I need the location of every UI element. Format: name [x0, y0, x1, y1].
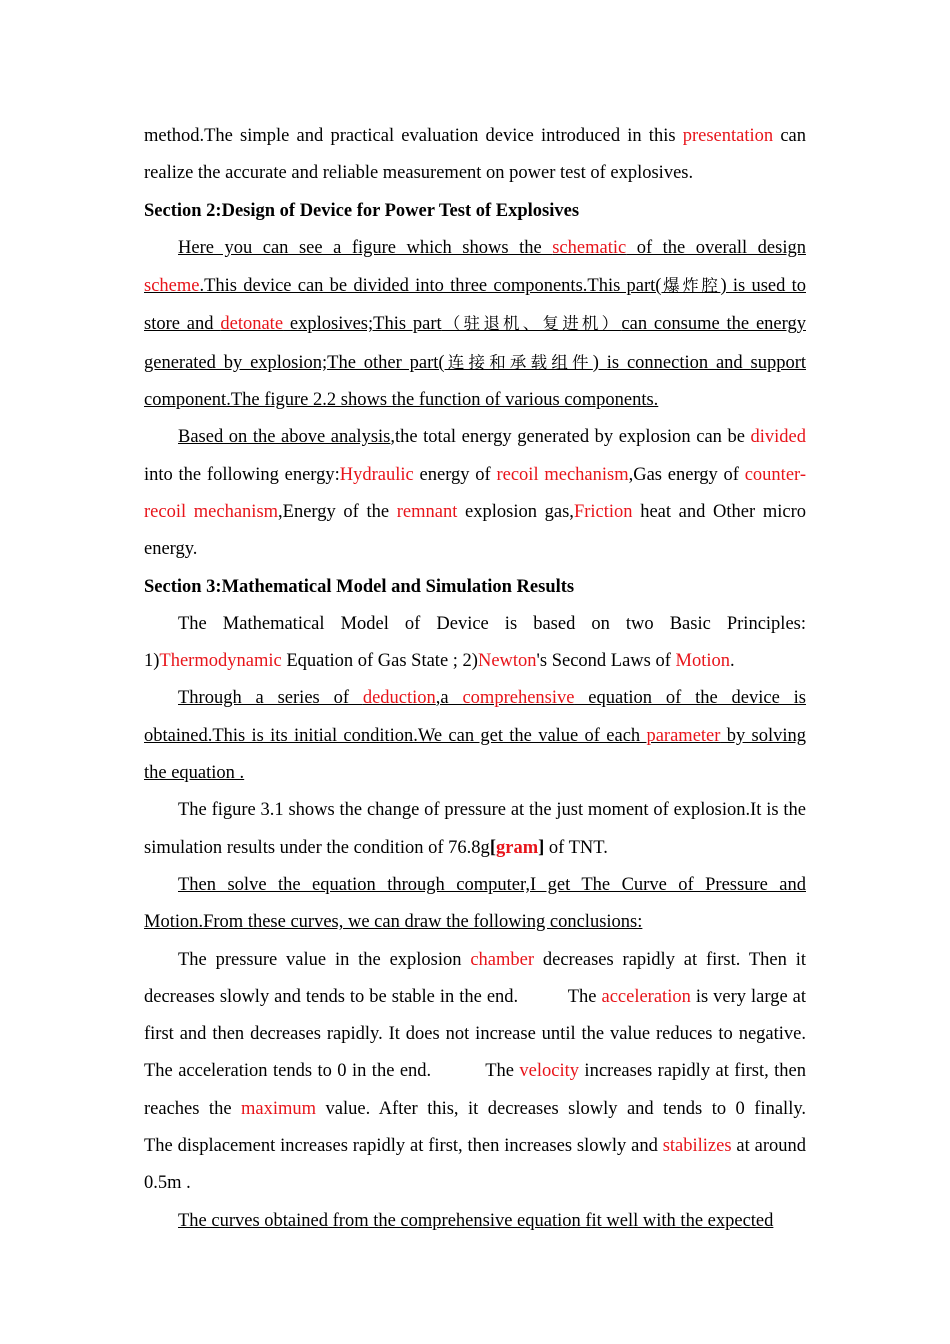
- text-run: Equation of Gas State ; 2): [281, 651, 478, 672]
- highlight-word: divided: [750, 427, 807, 448]
- text-run: is very large at first and then decreases rapidly. It does not increase until the value reduces to negative. The acceleration tends to 0 in the end. The: [144, 986, 811, 1082]
- text-run: decreases rapidly at first. Then it decreases slowly and tends to be stable in the end. The: [144, 949, 811, 1007]
- text-run: Through a series of: [178, 688, 363, 709]
- highlight-word: presentation: [682, 126, 774, 146]
- highlight-word: remnant: [396, 501, 458, 522]
- highlight-word: acceleration: [601, 986, 691, 1007]
- highlight-word: stabilizes: [662, 1136, 732, 1157]
- highlight-word: Thermodynamic: [159, 651, 282, 672]
- text-run: of TNT.: [544, 837, 608, 858]
- bracket: [: [489, 837, 496, 858]
- paragraph-figure-3-1: [144, 792, 806, 867]
- paragraph-model-principles: [144, 606, 806, 681]
- highlight-word: deduction: [362, 688, 436, 709]
- text-run: .: [730, 651, 735, 672]
- paragraph-intro-end: [144, 118, 806, 193]
- text-run: by solving the equation .: [144, 725, 807, 784]
- text-run: increases rapidly at first, then reaches the: [144, 1061, 811, 1119]
- highlight-word: gram: [495, 837, 539, 858]
- highlight-word: detonate: [220, 314, 284, 335]
- paragraph-curves-fit: The curves obtained from the comprehensive equation fit well with the expected: [178, 1210, 774, 1231]
- paragraph-conclusions: [144, 942, 857, 1203]
- text-run: explosion gas,: [457, 501, 574, 522]
- paragraph-solve-equation: Then solve the equation through computer,I get The Curve of Pressure and Motion.From these curves, we can draw the following conclusions:: [144, 874, 806, 933]
- highlight-word: counter-recoil mechanism: [144, 464, 806, 522]
- text-run: 's Second Laws of: [536, 651, 676, 672]
- text-run: The Mathematical Model of Device is based on two Basic Principles: 1): [144, 613, 806, 672]
- text-run: heat and Other micro energy.: [144, 501, 806, 560]
- text-run: of the overall design: [626, 237, 806, 258]
- text-run: ,a: [435, 688, 463, 709]
- underlined-text: Based on the above analysis: [178, 427, 391, 448]
- highlight-word: maximum: [241, 1098, 317, 1119]
- text-run: method.The simple and practical evaluation device introduced in this: [144, 126, 683, 146]
- text-run: ,the total energy generated by explosion can be: [390, 427, 751, 448]
- highlight-word: Friction: [573, 501, 633, 522]
- text-run: ,Energy of the: [278, 501, 397, 522]
- text-run: ,Gas energy of: [628, 464, 745, 485]
- paragraph-energy-analysis: [144, 419, 806, 568]
- highlight-word: comprehensive: [462, 688, 575, 709]
- text-run: ) is used to store and: [144, 276, 806, 335]
- text-run: .This device can be divided into three components.This part(: [199, 276, 662, 297]
- text-run: at around 0.5m .: [144, 1136, 811, 1194]
- bracket: ]: [538, 837, 545, 858]
- text-run: The pressure value in the explosion: [178, 949, 471, 970]
- highlight-word: Hydraulic: [339, 464, 414, 485]
- text-run: can realize the accurate and reliable measurement on power test of explosives.: [144, 126, 806, 184]
- document-page: [144, 118, 857, 1240]
- paragraph-design-scheme: [144, 230, 806, 419]
- text-run: into the following energy:: [144, 464, 340, 485]
- highlight-word: parameter: [646, 725, 721, 746]
- chinese-text: （驻退机、复进机）: [441, 314, 622, 334]
- chinese-text: 爆炸腔: [661, 276, 721, 296]
- highlight-word: Newton: [477, 651, 537, 672]
- text-run: can consume the energy generated by explosion;The other part(: [144, 314, 806, 373]
- chinese-text: 连接和承载组件: [444, 352, 593, 372]
- section-3-heading: Section 3:Mathematical Model and Simulation Results: [144, 576, 575, 597]
- highlight-word: chamber: [470, 949, 535, 970]
- text-run: equation of the device is obtained.This is its initial condition.We can get the value of each: [144, 688, 806, 746]
- highlight-word: velocity: [519, 1061, 579, 1082]
- highlight-word: scheme: [144, 276, 200, 297]
- highlight-word: Motion: [675, 651, 730, 672]
- text-run: energy of: [413, 464, 497, 485]
- text-run: value. After this, it decreases slowly and tends to 0 finally. The displacement increases rapidly at first, then increases slowly and: [144, 1098, 857, 1157]
- text-run: ) is connection and support component.The figure 2.2 shows the function of various components.: [144, 352, 807, 411]
- paragraph-deduction: [144, 680, 806, 792]
- text-run: explosives;This part: [283, 314, 442, 335]
- section-2-heading: Section 2:Design of Device for Power Test of Explosives: [144, 200, 580, 221]
- text-run: The figure 3.1 shows the change of pressure at the just moment of explosion.It is the simulation results under the condition of 76.8g: [144, 800, 806, 858]
- text-run: Here you can see a figure which shows the: [178, 237, 553, 258]
- highlight-word: recoil mechanism: [496, 464, 629, 485]
- highlight-word: schematic: [552, 237, 627, 258]
